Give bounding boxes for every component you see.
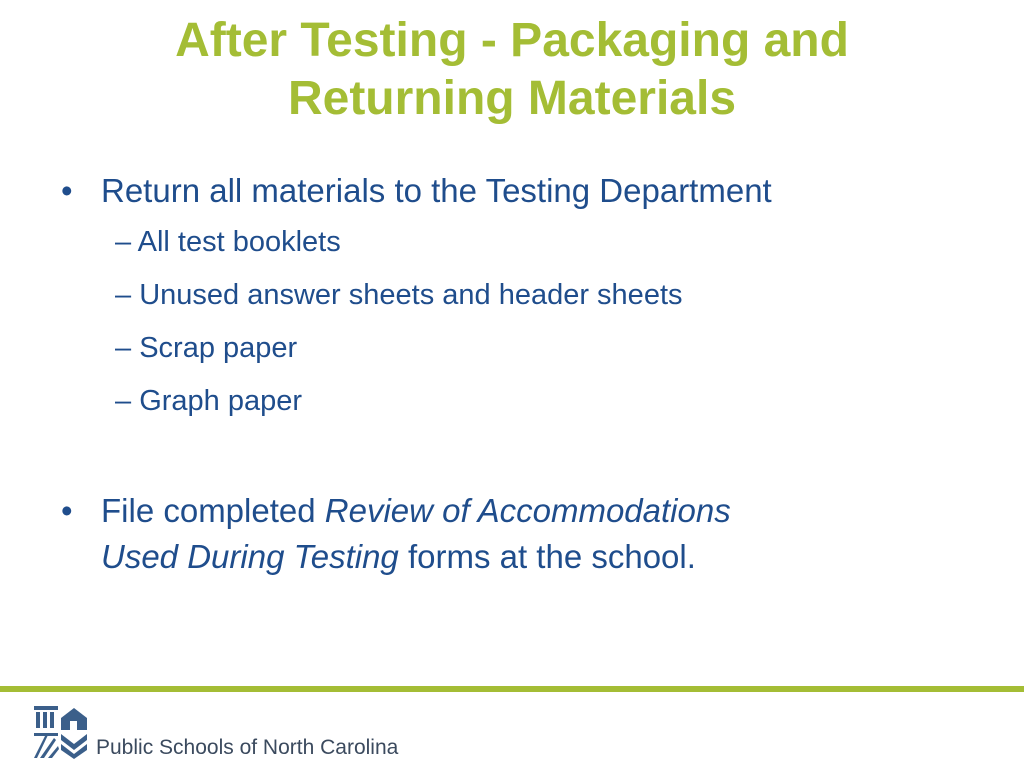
- footer-org-name: Public Schools of North Carolina: [96, 736, 399, 759]
- bullet-suffix-text: forms at the school.: [398, 538, 696, 575]
- bullet-marker: •: [61, 172, 73, 209]
- sub-bullet-text: Unused answer sheets and header sheets: [139, 279, 683, 311]
- sub-bullet-marker: –: [115, 279, 132, 311]
- bullet-text: Return all materials to the Testing Department: [101, 172, 772, 209]
- sub-bullet-text: Scrap paper: [139, 332, 298, 364]
- bullet-line-2: [101, 534, 955, 580]
- form-title-part-2: Used During Testing: [101, 538, 399, 575]
- slide-title-line-1: After Testing - Packaging and: [175, 14, 849, 67]
- slide-title-line-2: Returning Materials: [287, 72, 737, 125]
- sub-bullet-scrap-paper: [55, 322, 955, 375]
- bullet-prefix-text: File completed: [101, 492, 325, 529]
- sub-bullet-marker: –: [115, 385, 132, 417]
- bullet-file-review-forms: [55, 488, 955, 580]
- sub-bullet-test-booklets: [55, 216, 955, 269]
- bullet-marker: •: [61, 492, 73, 529]
- bullet-return-materials: [55, 168, 955, 214]
- sub-bullet-text: Graph paper: [139, 385, 303, 417]
- form-title-part-1: Review of Accommodations: [324, 492, 731, 529]
- slide-title: [0, 12, 1024, 128]
- sub-bullet-marker: –: [115, 226, 132, 258]
- sub-bullet-marker: –: [115, 332, 132, 364]
- nc-public-schools-logo-icon: [32, 704, 88, 760]
- footer-divider: [0, 686, 1024, 692]
- bullet-line-1: [101, 488, 955, 534]
- slide-body: [55, 168, 955, 580]
- sub-bullet-graph-paper: [55, 375, 955, 428]
- sub-bullet-text: All test booklets: [137, 226, 341, 258]
- sub-bullet-answer-sheets: [55, 269, 955, 322]
